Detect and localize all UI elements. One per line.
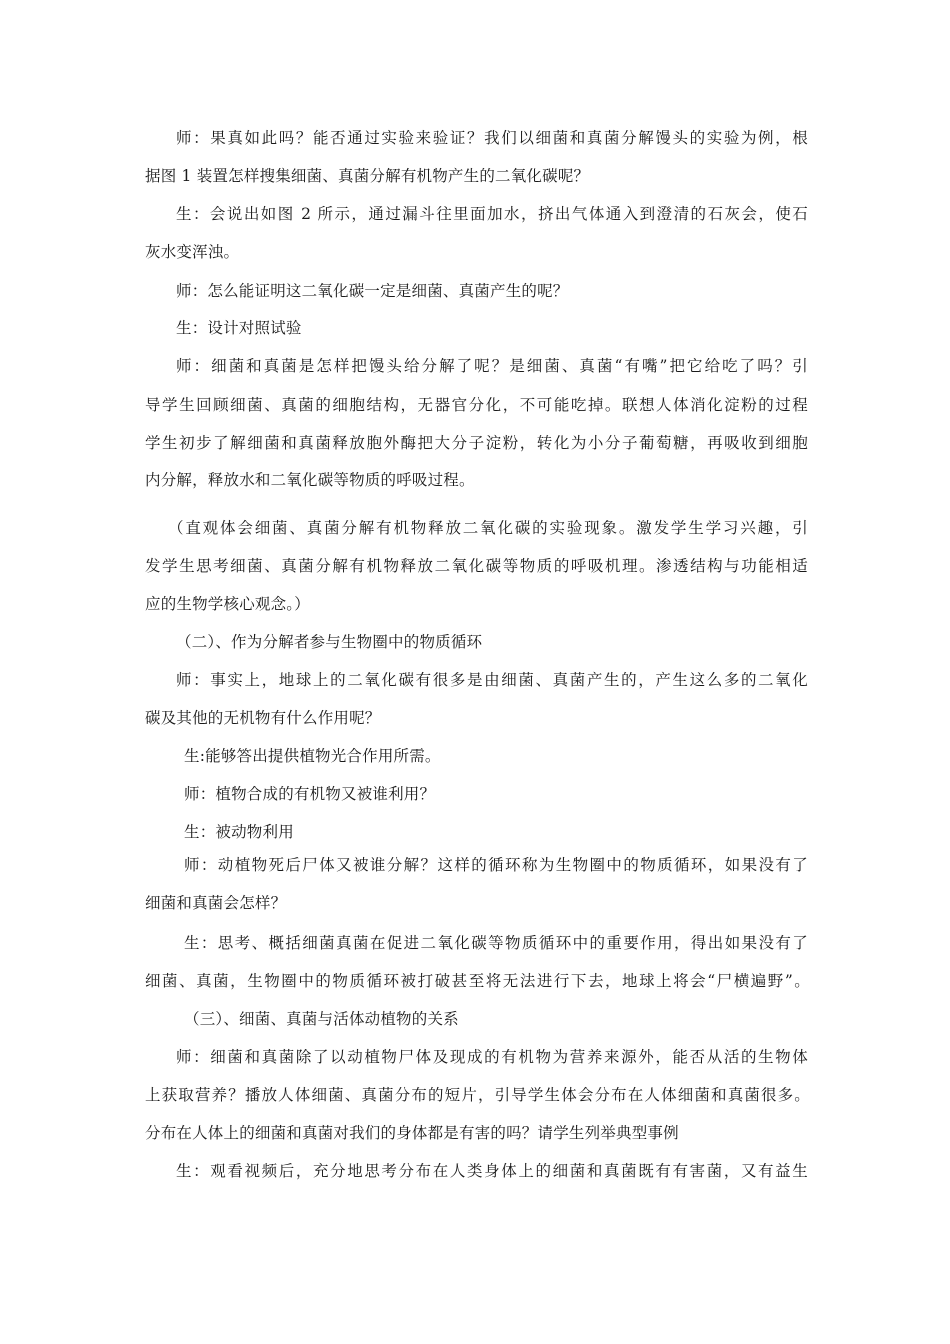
- text-line-4: 灰水变浑浊。: [145, 243, 240, 261]
- text-line-23: 细菌、真菌，生物圈中的物质循环被打破甚至将无法进行下去，地球上将会“尸横遍野”。: [145, 972, 810, 990]
- text-line-17: 生:能够答出提供植物光合作用所需。: [184, 747, 441, 765]
- text-line-21: 细菌和真菌会怎样？: [145, 894, 287, 912]
- section-heading-2: （二）、作为分解者参与生物圈中的物质循环: [176, 633, 483, 651]
- text-line-7: 师：细菌和真菌是怎样把馒头给分解了呢？是细菌、真菌“有嘴”把它给吃了吗？引: [176, 357, 808, 375]
- section-heading-3: （三）、细菌、真菌与活体动植物的关系: [184, 1010, 459, 1028]
- text-line-19: 生：被动物利用: [184, 823, 294, 841]
- text-line-9: 学生初步了解细菌和真菌释放胞外酶把大分子淀粉，转化为小分子葡萄糖，再吸收到细胞: [145, 434, 808, 452]
- text-line-20: 师：动植物死后尸体又被谁分解？这样的循环称为生物圈中的物质循环，如果没有了: [184, 856, 808, 874]
- text-line-22: 生：思考、概括细菌真菌在促进二氧化碳等物质循环中的重要作用，得出如果没有了: [184, 934, 808, 952]
- text-line-13: 应的生物学核心观念。）: [145, 595, 310, 613]
- text-line-2: 据图 1 装置怎样搜集细菌、真菌分解有机物产生的二氧化碳呢？: [145, 167, 590, 185]
- text-line-3: 生：会说出如图 2 所示，通过漏斗往里面加水，挤出气体通入到澄清的石灰会，使石: [176, 205, 808, 223]
- text-line-15: 师：事实上，地球上的二氧化碳有很多是由细菌、真菌产生的，产生这么多的二氧化: [176, 671, 808, 689]
- text-line-25: 师：细菌和真菌除了以动植物尸体及现成的有机物为营养来源外，能否从活的生物体: [176, 1048, 808, 1066]
- text-line-6: 生：设计对照试验: [176, 319, 302, 337]
- text-line-12: 发学生思考细菌、真菌分解有机物释放二氧化碳等物质的呼吸机理。渗透结构与功能相适: [145, 557, 808, 575]
- text-line-8: 导学生回顾细菌、真菌的细胞结构，无器官分化，不可能吃掉。联想人体消化淀粉的过程: [145, 396, 808, 414]
- text-line-16: 碳及其他的无机物有什么作用呢？: [145, 709, 381, 727]
- text-line-27: 分布在人体上的细菌和真菌对我们的身体都是有害的吗？请学生列举典型事例: [145, 1124, 679, 1142]
- text-line-26: 上获取营养？播放人体细菌、真菌分布的短片，引导学生体会分布在人体细菌和真菌很多。: [145, 1086, 810, 1104]
- text-line-11: （直观体会细菌、真菌分解有机物释放二氧化碳的实验现象。激发学生学习兴趣，引: [168, 519, 808, 537]
- text-line-1: 师：果真如此吗？能否通过实验来验证？我们以细菌和真菌分解馒头的实验为例，根: [176, 129, 808, 147]
- text-line-10: 内分解，释放水和二氧化碳等物质的呼吸过程。: [145, 471, 475, 489]
- text-line-28: 生：观看视频后，充分地思考分布在人类身体上的细菌和真菌既有有害菌，又有益生: [176, 1162, 808, 1180]
- text-line-18: 师：植物合成的有机物又被谁利用？: [184, 785, 436, 803]
- text-line-5: 师：怎么能证明这二氧化碳一定是细菌、真菌产生的呢？: [176, 282, 569, 300]
